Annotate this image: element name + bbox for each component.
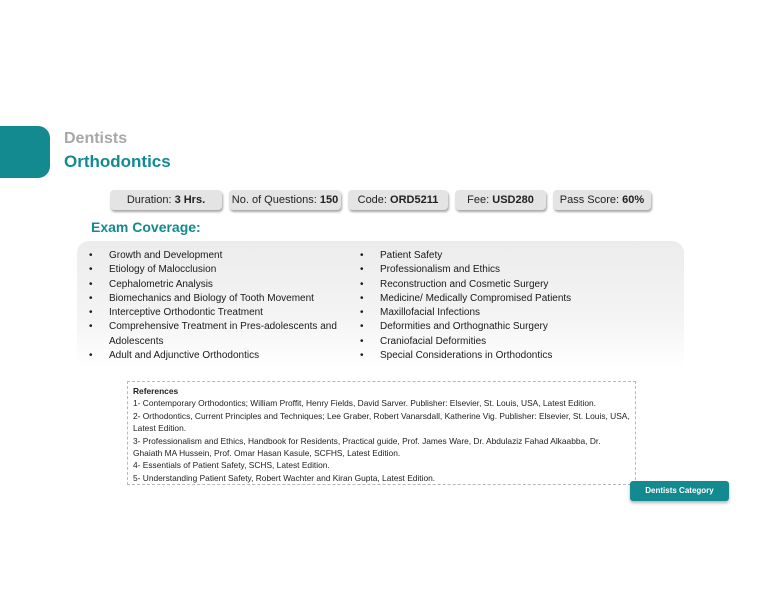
reference-item: 4- Essentials of Patient Safety, SCHS, Latest Edition. — [133, 460, 330, 471]
code-value: ORD5211 — [390, 194, 439, 206]
questions-label: No. of Questions: — [231, 194, 317, 206]
reference-item: 1- Contemporary Orthodontics; William Proffit, Henry Fields, David Sarver. Publisher: Elsevier, St. Louis, USA, Latest Edition. — [133, 398, 596, 409]
list-item: • Maxillofacial Infections — [360, 306, 660, 320]
coverage-title: Exam Coverage: — [91, 219, 201, 235]
fee-value: USD280 — [492, 194, 534, 206]
duration-value: 3 Hrs. — [174, 194, 206, 206]
list-item: • Comprehensive Treatment in Pres-adolescents and Adolescents — [89, 320, 349, 349]
list-item: • Reconstruction and Cosmetic Surgery — [360, 278, 660, 292]
questions-badge — [229, 190, 341, 210]
list-item: • Medicine/ Medically Compromised Patients — [360, 292, 660, 306]
page-title: Orthodontics — [64, 152, 171, 171]
list-item: • Deformities and Orthognathic Surgery — [360, 320, 660, 334]
list-item: • Patient Safety — [360, 249, 660, 263]
duration-badge — [110, 190, 222, 210]
list-item: • Interceptive Orthodontic Treatment — [89, 306, 349, 320]
reference-item: 3- Professionalism and Ethics, Handbook for Residents, Practical guide, Prof. James Ware, Dr. Abdulaziz Fahad Alkaabba, Dr. Ghaiath MA Hussein, Prof. Omar Hasan Kasule, SCFHS, Latest Edition. — [133, 435, 601, 459]
dentists-category-button[interactable]: Dentists Category — [630, 481, 729, 501]
code-label: Code: — [357, 194, 387, 206]
list-item: • Professionalism and Ethics — [360, 263, 660, 277]
references-title: References — [133, 386, 179, 396]
list-item: • Adult and Adjunctive Orthodontics — [89, 349, 349, 363]
category-label: Dentists — [64, 130, 128, 147]
coverage-list-left — [89, 249, 349, 363]
list-item: • Craniofacial Deformities — [360, 335, 660, 349]
pass-label: Pass Score: — [559, 194, 620, 206]
exam-info-row — [110, 190, 651, 210]
references-box — [127, 381, 636, 485]
reference-item: 5- Understanding Patient Safety, Robert Wachter and Kiran Gupta, Latest Edition. — [133, 472, 436, 483]
questions-value: 150 — [319, 194, 339, 206]
list-item: • Biomechanics and Biology of Tooth Movement — [89, 292, 349, 306]
list-item: • Cephalometric Analysis — [89, 278, 349, 292]
coverage-list-right — [360, 249, 660, 363]
code-badge — [348, 190, 448, 210]
fee-label: Fee: — [467, 194, 490, 206]
list-item: • Etiology of Malocclusion — [89, 263, 349, 277]
reference-item: 2- Orthodontics, Current Principles and Techniques; Lee Graber, Robert Vanarsdall, Katherine Vig. Publisher: Elsevier, St. Louis, USA, Latest Edition. — [133, 410, 630, 434]
duration-label: Duration: — [126, 194, 172, 206]
fee-badge — [455, 190, 546, 210]
accent-tab — [0, 126, 50, 178]
pass-value: 60% — [622, 194, 645, 206]
pass-score-badge — [553, 190, 651, 210]
list-item: • Special Considerations in Orthodontics — [360, 349, 660, 363]
list-item: • Growth and Development — [89, 249, 349, 263]
coverage-box — [77, 241, 684, 369]
